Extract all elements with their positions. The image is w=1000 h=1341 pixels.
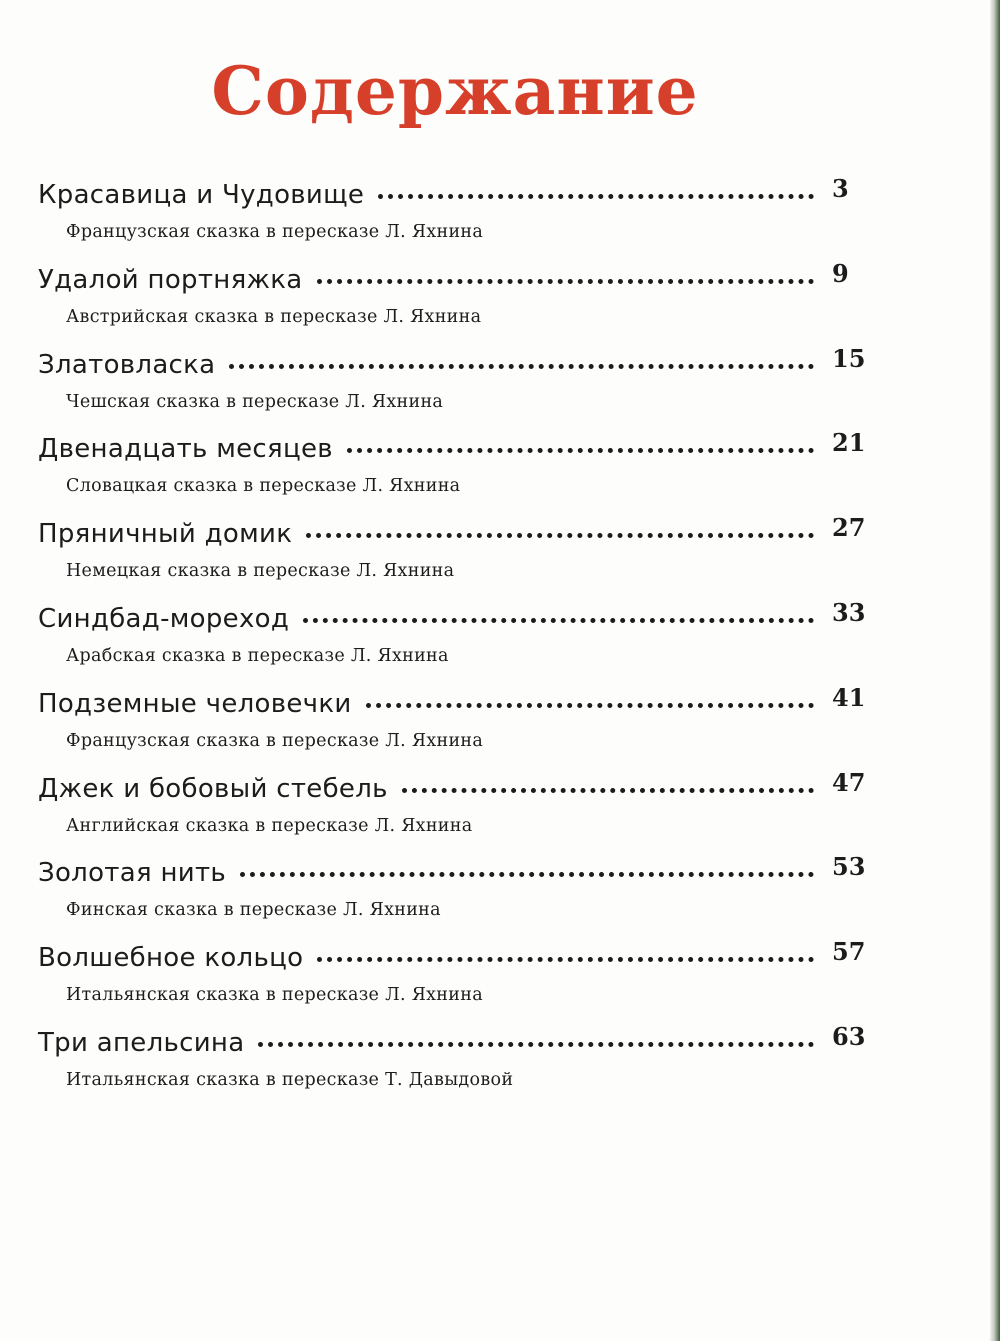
story-origin: Словацкая сказка в пересказе Л. Яхнина (66, 476, 461, 497)
story-title: Пряничный домик (38, 519, 293, 550)
dot-leader (347, 447, 814, 453)
toc-entry (38, 682, 868, 774)
toc-entry (38, 513, 868, 604)
toc-entry-line (38, 428, 868, 474)
story-title: Двенадцать месяцев (38, 434, 333, 465)
story-origin: Английская сказка в пересказе Л. Яхнина (66, 815, 473, 836)
toc-entry-line (38, 682, 868, 729)
page-number: 33 (832, 597, 866, 627)
page-number: 21 (832, 428, 866, 458)
toc-entry (38, 767, 868, 859)
story-origin: Финская сказка в пересказе Л. Яхнина (66, 900, 441, 921)
toc-entry-line (38, 258, 868, 305)
dot-leader (317, 956, 814, 962)
story-origin: Австрийская сказка в пересказе Л. Яхнина (66, 306, 482, 327)
page-number: 53 (832, 852, 866, 882)
dot-leader (317, 278, 815, 284)
dot-leader (240, 871, 814, 877)
dot-leader (229, 363, 814, 369)
story-title: Подземные человечки (38, 688, 352, 719)
story-title: Золотая нить (38, 858, 227, 889)
toc-entry (38, 258, 868, 350)
toc-entry (38, 174, 868, 265)
story-origin: Французская сказка в пересказе Л. Яхнина (66, 730, 484, 751)
toc-entry-line (38, 1021, 868, 1068)
dot-leader (366, 702, 814, 708)
story-title: Златовласка (38, 349, 216, 380)
story-title: Три апельсина (38, 1027, 245, 1058)
toc-entry (38, 597, 868, 689)
dot-leader (306, 532, 814, 538)
page-number: 15 (832, 343, 866, 373)
page-number: 63 (832, 1021, 866, 1051)
page-number: 47 (832, 767, 866, 797)
story-origin: Чешская сказка в пересказе Л. Яхнина (66, 391, 444, 412)
toc-entry (38, 428, 868, 519)
facing-page-edge (990, 0, 1000, 1341)
story-origin: Итальянская сказка в пересказе Л. Яхнина (66, 985, 483, 1006)
toc-entry (38, 937, 868, 1028)
story-origin: Французская сказка в пересказе Л. Яхнина (66, 222, 484, 242)
dot-leader (258, 1041, 814, 1047)
table-of-contents (38, 174, 868, 1113)
page-number: 9 (832, 258, 849, 288)
story-title: Джек и бобовый стебель (38, 773, 388, 804)
toc-entry (38, 1021, 868, 1113)
page-number: 27 (832, 513, 866, 543)
page-title: Содержание (211, 52, 699, 130)
story-origin: Арабская сказка в пересказе Л. Яхнина (66, 645, 449, 666)
dot-leader (402, 787, 814, 793)
toc-entry-line (38, 767, 868, 814)
toc-entry-line (38, 343, 868, 390)
toc-entry-line (38, 513, 868, 559)
story-origin: Итальянская сказка в пересказе Т. Давыдовой (66, 1069, 514, 1090)
toc-entry-line (38, 174, 868, 220)
story-title: Удалой портняжка (38, 264, 303, 295)
toc-entry-line (38, 852, 868, 898)
toc-entry-line (38, 937, 868, 983)
dot-leader (378, 193, 814, 199)
page-number: 57 (832, 937, 866, 967)
story-title: Волшебное кольцо (38, 943, 304, 974)
toc-entry-line (38, 597, 868, 644)
dot-leader (303, 617, 814, 623)
page-number: 41 (832, 682, 866, 712)
story-title: Синдбад-мореход (38, 603, 290, 634)
story-origin: Немецкая сказка в пересказе Л. Яхнина (66, 561, 455, 582)
story-title: Красавица и Чудовище (38, 180, 365, 210)
toc-entry (38, 852, 868, 943)
page-number: 3 (832, 174, 849, 203)
toc-entry (38, 343, 868, 435)
